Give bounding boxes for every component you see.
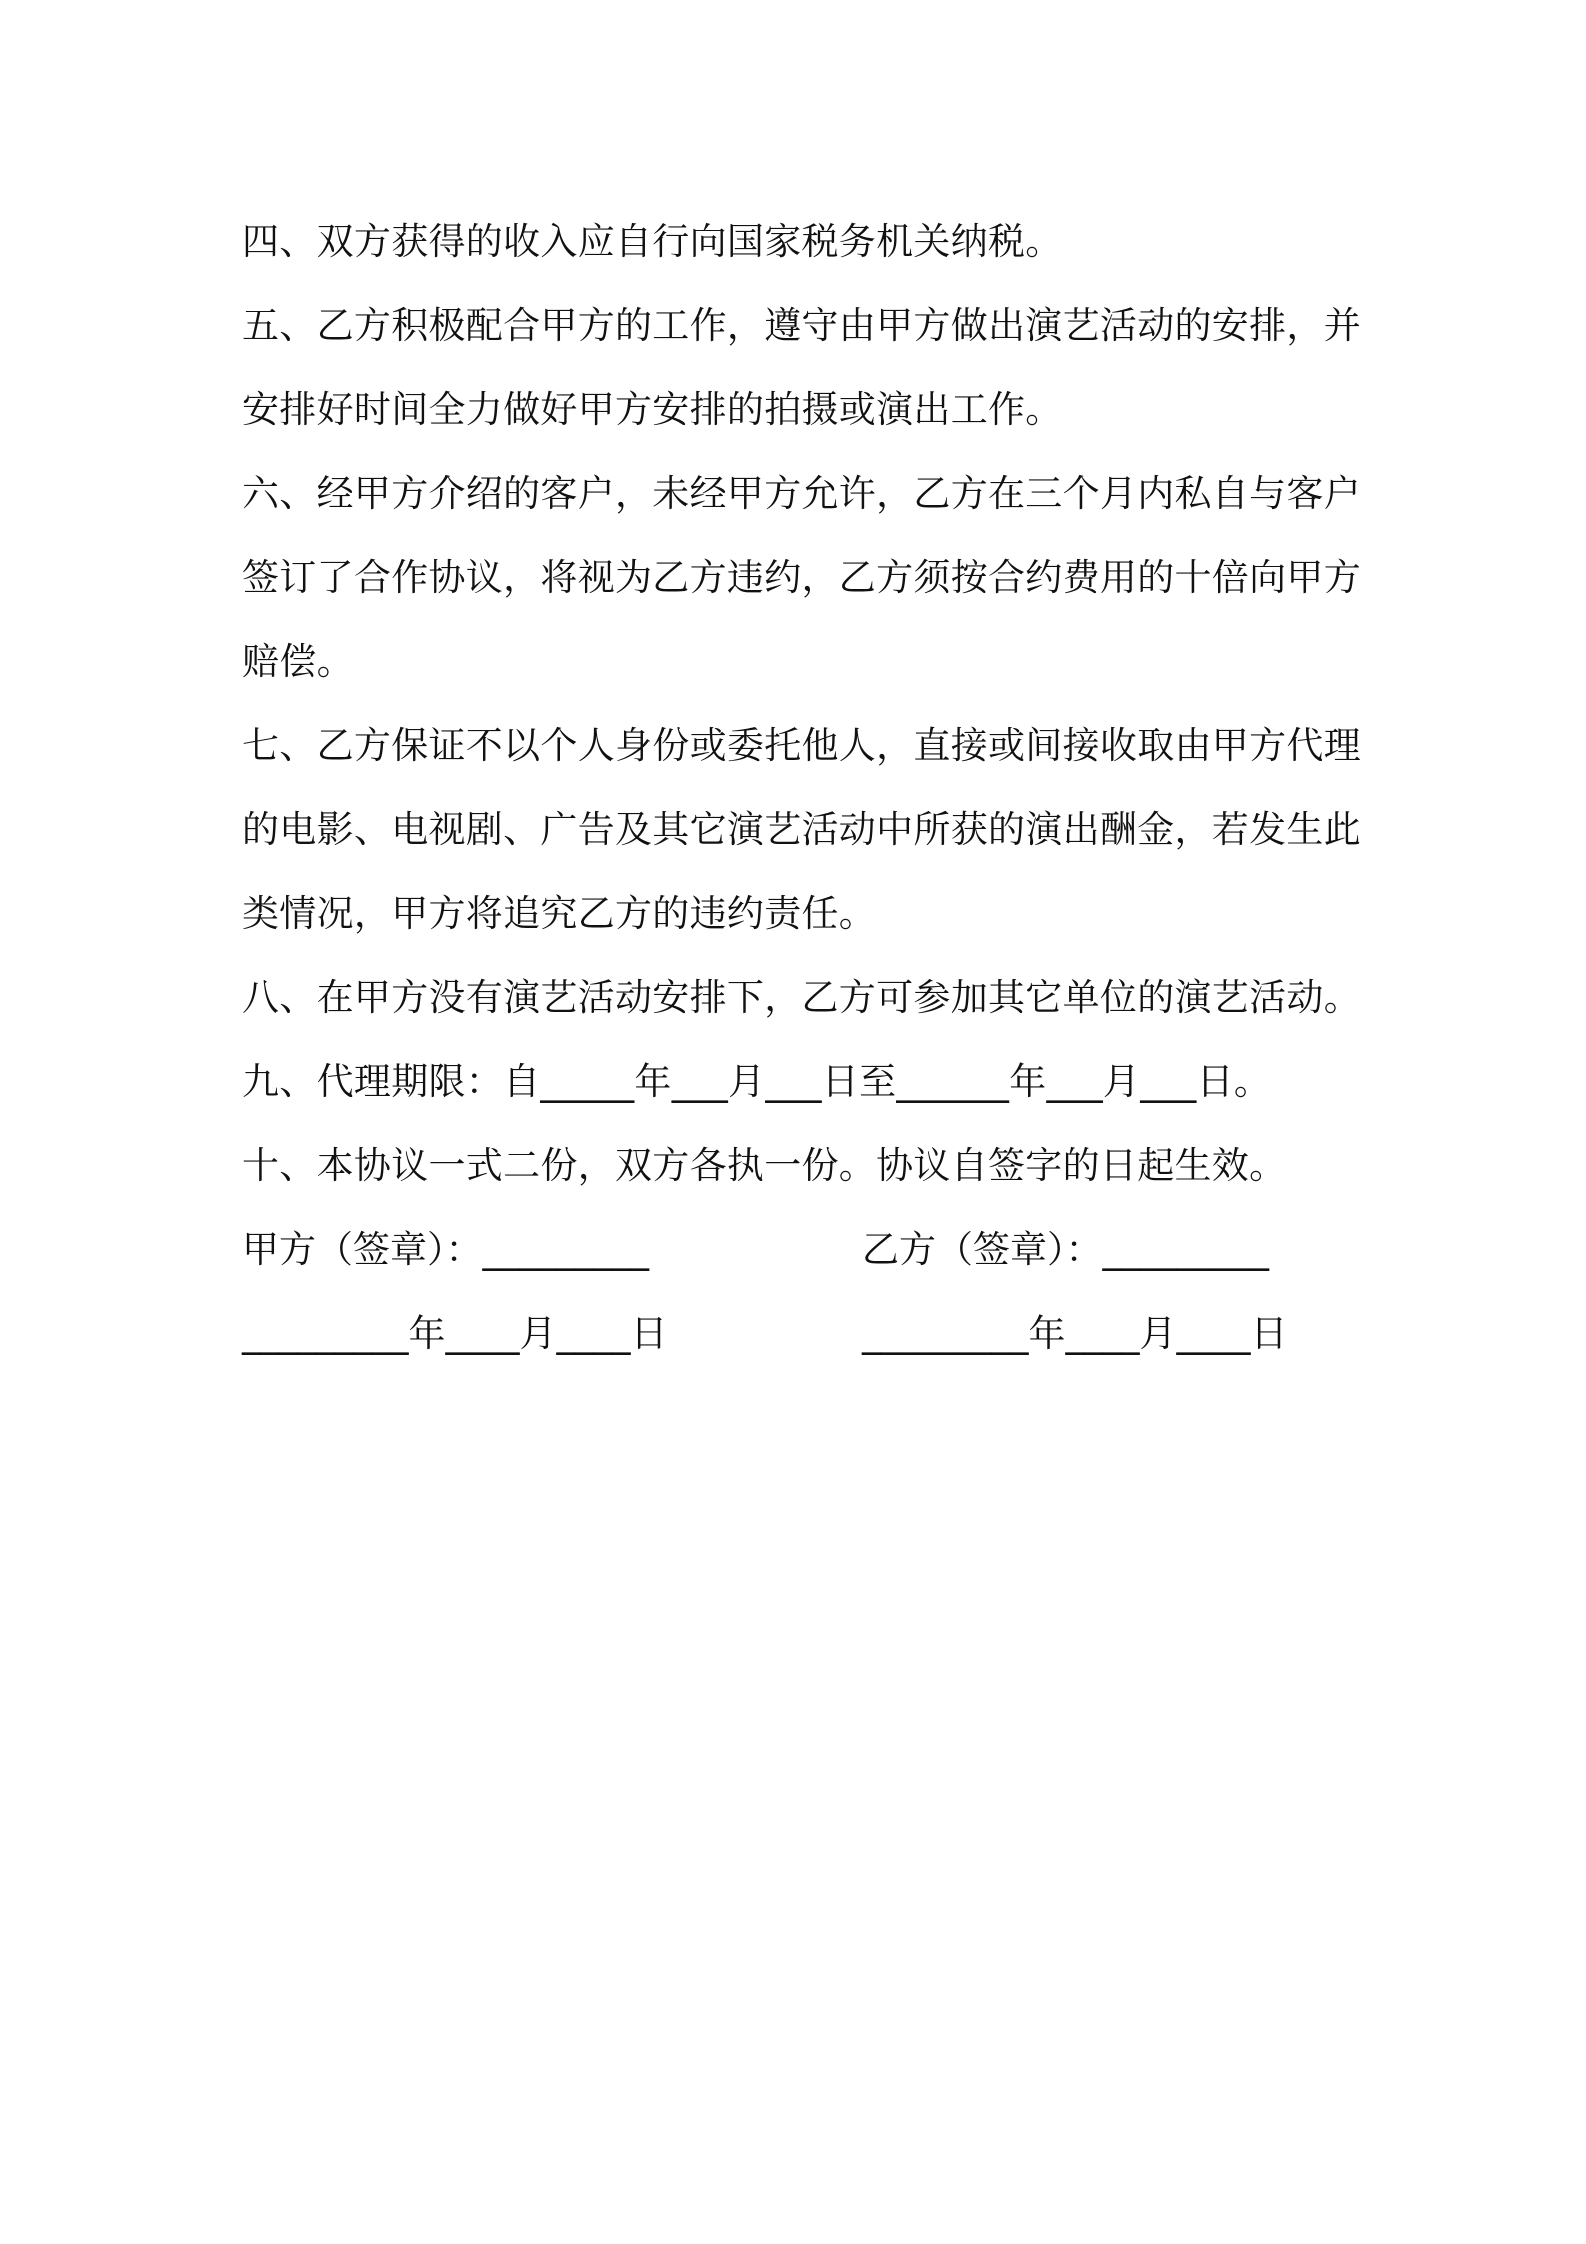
clause-4: 四、双方获得的收入应自行向国家税务机关纳税。 xyxy=(242,220,1063,263)
party-a-signature: 甲方（签章）：_________ xyxy=(242,1228,649,1271)
party-a-date: _________年____月____日 xyxy=(242,1312,668,1355)
clause-7: 七、乙方保证不以个人身份或委托他人，直接或间接收取由甲方代理的电影、电视剧、广告及其它演艺活动中所获的演出酬金，若发生此类情况，甲方将追究乙方的违约责任。 xyxy=(242,724,1361,935)
clause-6: 六、经甲方介绍的客户，未经甲方允许，乙方在三个月内私自与客户签订了合作协议，将视为乙方违约，乙方须按合约费用的十倍向甲方赔偿。 xyxy=(242,472,1361,683)
signature-date-row xyxy=(242,1292,1362,1376)
clause-10: 十、本协议一式二份，双方各执一份。协议自签字的日起生效。 xyxy=(242,1144,1287,1187)
party-b-signature: 乙方（签章）：_________ xyxy=(862,1228,1269,1271)
party-b-date: _________年____月____日 xyxy=(862,1312,1288,1355)
clause-9-term: 九、代理期限：自_____年___月___日至______年___月___日。 xyxy=(242,1060,1272,1103)
clause-8: 八、在甲方没有演艺活动安排下，乙方可参加其它单位的演艺活动。 xyxy=(242,976,1361,1019)
document-body xyxy=(242,200,1362,1376)
signature-row xyxy=(242,1208,1362,1292)
clause-5: 五、乙方积极配合甲方的工作，遵守由甲方做出演艺活动的安排，并安排好时间全力做好甲方安排的拍摄或演出工作。 xyxy=(242,304,1361,431)
